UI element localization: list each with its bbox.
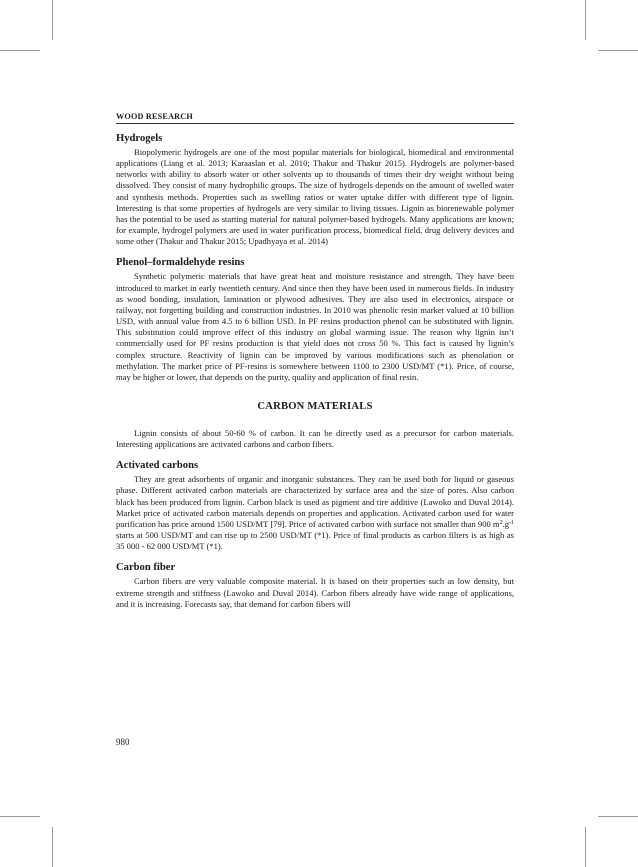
page-body <box>116 112 514 610</box>
crop-mark <box>0 816 40 817</box>
crop-mark <box>52 0 53 40</box>
crop-mark <box>52 827 53 867</box>
text-run: .g <box>502 518 509 529</box>
section-heading-carbon-materials: CARBON MATERIALS <box>257 400 373 412</box>
paragraph-hydrogels: Biopolymeric hydrogels are one of the most popular materials for biological, biomedical and environmental applications (Liang et al. 2013; Karaaslan et al. 2010; Thakur and Thakur 2015). Hydrogels are polymer-based networks with ability to absorb water or other solvents up to thousands of times their dry weight without being dissolved. They consist of many hydrophilic groups. The size of hydrogels depends on the amount of swelled water and synthesis methods. Properties such as swelling ratios or water uptake differ with different type of lignin. Interesting is that some properties of hydrogels are very similar to living tissues. Lignin as biorenewable polymer has the potential to be used as starting material for natural polymer-based hydrogels. Many applications are known; for example, hydrogel polymers are used in water purification process, biomedical field, drug delivery devices and some other (Thakur and Thakur 2015; Upadhyaya et al. 2014) <box>116 147 514 247</box>
heading-activated-carbons: Activated carbons <box>116 460 199 472</box>
heading-carbon-fiber: Carbon fiber <box>116 562 176 574</box>
crop-mark <box>0 50 40 51</box>
heading-phenol-formaldehyde: Phenol–formaldehyde resins <box>116 257 245 269</box>
superscript: 2 <box>499 519 503 526</box>
text-run: starts at 500 USD/MT and can rise up to 2500 USD/MT (*1). Price of final products as carbon filters is as high as 35 000 - 62 000 USD/MT (*1). <box>116 530 514 552</box>
page-number: 980 <box>116 737 130 747</box>
paragraph-activated-carbons <box>116 474 514 552</box>
heading-hydrogels: Hydrogels <box>116 133 163 144</box>
crop-mark <box>598 50 638 51</box>
paragraph-phenol-formaldehyde: Synthetic polymeric materials that have great heat and moisture resistance and strength. They have been introduced to market in early twentieth century. And since then they have been used in numerous fields. In industry as wood bonding, insulation, lamination or plywood adhesives. They are also used in electronics, airspace or railway, not forgetting building and construction industries. In 2010 was phenolic resin market valued at 10 billion USD, with annual value from 4.5 to 6 billion USD. In PF resins production phenol can be substituted with lignin. This substitution could improve effect of this industry on global warming issue. The reason why lignin isn’t commercially used for PF resins production is that yield does not cross 50 %. This fact is caused by lignin’s complex structure. Reactivity of lignin can be improved by various modifications such as phenolation or methylation. The market price of PF-resins is somewhere between 1100 to 2300 USD/MT (*1). Price, of course, may be higher or lower, that depends on the purity, quality and application of final resin. <box>116 271 514 382</box>
crop-mark <box>585 827 586 867</box>
superscript: -1 <box>509 519 514 526</box>
text-run: They are great adsorbents of organic and inorganic substances. They can be used both for liquid or gaseous phase. Different activated carbon materials are characterized by surface area and the size of pores. Also carbon black has been produced from lignin. Carbon black is used as pigment and tire additive (Lawoko and Duval 2014). Market price of activated carbon materials depends on properties and application. Activated carbon used for water purification has price around 1500 USD/MT [79]. Price of activated carbon with surface not smaller than 900 m <box>116 474 514 529</box>
crop-mark <box>598 816 638 817</box>
paragraph-carbon-fiber: Carbon fibers are very valuable composite material. It is based on their properties such as low density, but extreme strength and stiffness (Lawoko and Duval 2014). Carbon fibers already have wide range of applications, and it is increasing. Forecasts say, that demand for carbon fibers will <box>116 576 514 609</box>
crop-mark <box>585 0 586 40</box>
paragraph-carbon-materials: Lignin consists of about 50-60 % of carbon. It can be directly used as a precursor for carbon materials. Interesting applications are activated carbons and carbon fibers. <box>116 427 514 450</box>
running-head: WOOD RESEARCH <box>116 112 514 124</box>
